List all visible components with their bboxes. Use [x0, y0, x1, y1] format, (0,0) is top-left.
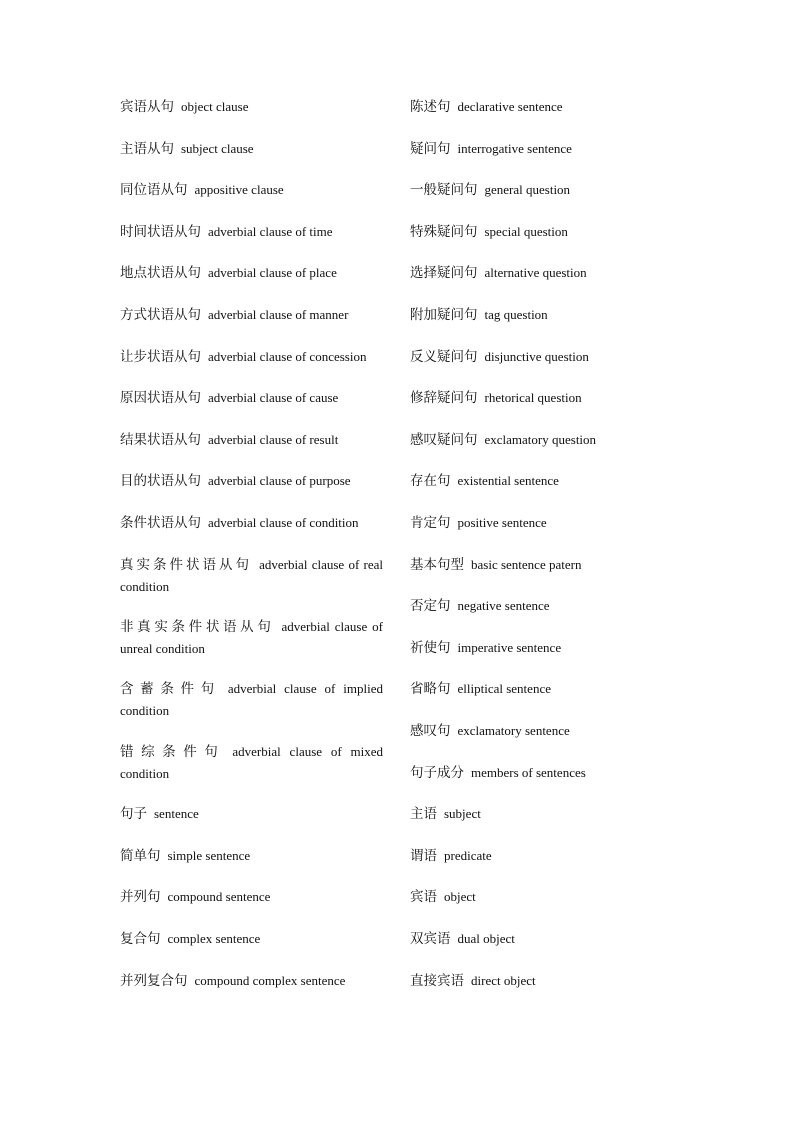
glossary-entry [410, 304, 660, 326]
term-english: elliptical sentence [457, 681, 551, 696]
glossary-entry [410, 221, 660, 243]
term-chinese: 感叹疑问句 [410, 432, 478, 448]
term-english: adverbial clause of manner [208, 307, 349, 322]
glossary-entry [120, 928, 383, 950]
glossary-entry [410, 678, 660, 700]
term-chinese: 句子 [120, 806, 147, 822]
term-english: appositive clause [194, 182, 284, 197]
glossary-entry [120, 616, 383, 660]
term-english: compound sentence [167, 889, 271, 904]
term-chinese: 感叹句 [410, 723, 451, 739]
term-chinese: 选择疑问句 [410, 265, 478, 281]
term-english: alternative question [484, 265, 587, 280]
term-chinese: 错综条件句 [120, 744, 226, 760]
term-chinese: 否定句 [410, 598, 451, 614]
term-english: adverbial clause of time [208, 224, 333, 239]
term-english: predicate [444, 848, 492, 863]
glossary-entry [120, 470, 383, 492]
term-english: exclamatory sentence [457, 723, 570, 738]
term-english: object [444, 889, 476, 904]
glossary-entry [120, 845, 383, 867]
term-chinese: 真实条件状语从句 [120, 557, 253, 573]
term-english: subject [444, 806, 481, 821]
term-chinese: 省略句 [410, 681, 451, 697]
term-english: rhetorical question [484, 390, 582, 405]
term-english: disjunctive question [484, 349, 589, 364]
term-english: exclamatory question [484, 432, 597, 447]
term-chinese: 疑问句 [410, 141, 451, 157]
term-chinese: 简单句 [120, 848, 161, 864]
glossary-entry [120, 803, 383, 825]
term-english: sentence [154, 806, 199, 821]
glossary-entry [410, 928, 660, 950]
term-chinese: 让步状语从句 [120, 349, 201, 365]
term-chinese: 存在句 [410, 473, 451, 489]
glossary-entry [120, 429, 383, 451]
glossary-entry [120, 387, 383, 409]
glossary-entry [120, 512, 383, 534]
glossary-entry [120, 554, 383, 598]
glossary-entry [410, 179, 660, 201]
term-english: dual object [457, 931, 515, 946]
term-chinese: 方式状语从句 [120, 307, 201, 323]
glossary-entry [120, 678, 383, 722]
term-chinese: 时间状语从句 [120, 224, 201, 240]
term-english: simple sentence [167, 848, 251, 863]
term-chinese: 主语 [410, 806, 437, 822]
glossary-entry [410, 803, 660, 825]
term-english: adverbial clause of concession [208, 349, 367, 364]
term-english: adverbial clause of place [208, 265, 337, 280]
term-english: members of sentences [471, 765, 586, 780]
term-english: declarative sentence [457, 99, 563, 114]
glossary-entry [410, 845, 660, 867]
term-chinese: 并列句 [120, 889, 161, 905]
term-chinese: 含蓄条件句 [120, 681, 221, 697]
term-english: adverbial clause of purpose [208, 473, 351, 488]
glossary-entry [410, 470, 660, 492]
glossary-entry [410, 429, 660, 451]
glossary-entry [410, 970, 660, 992]
term-english: adverbial clause of mixed condition [120, 744, 384, 781]
glossary-entry [410, 595, 660, 617]
glossary-entry [410, 96, 660, 118]
glossary-entry [120, 346, 383, 368]
glossary-entry [410, 637, 660, 659]
term-english: adverbial clause of condition [208, 515, 359, 530]
glossary-entry [410, 387, 660, 409]
term-chinese: 陈述句 [410, 99, 451, 115]
term-chinese: 目的状语从句 [120, 473, 201, 489]
term-english: direct object [471, 973, 536, 988]
glossary-entry [410, 262, 660, 284]
term-english: basic sentence patern [471, 557, 582, 572]
term-english: interrogative sentence [457, 141, 572, 156]
glossary-entry [410, 346, 660, 368]
term-english: adverbial clause of real condition [120, 557, 384, 594]
term-english: positive sentence [457, 515, 547, 530]
term-chinese: 宾语从句 [120, 99, 174, 115]
term-chinese: 同位语从句 [120, 182, 188, 198]
glossary-entry [120, 741, 383, 785]
glossary-entry [410, 886, 660, 908]
term-english: compound complex sentence [194, 973, 346, 988]
term-english: subject clause [181, 141, 254, 156]
glossary-entry [120, 262, 383, 284]
glossary-entry [410, 138, 660, 160]
term-chinese: 句子成分 [410, 765, 464, 781]
term-chinese: 特殊疑问句 [410, 224, 478, 240]
term-english: negative sentence [457, 598, 550, 613]
term-chinese: 原因状语从句 [120, 390, 201, 406]
term-english: general question [484, 182, 571, 197]
term-chinese: 附加疑问句 [410, 307, 478, 323]
term-chinese: 谓语 [410, 848, 437, 864]
glossary-entry [410, 554, 660, 576]
term-english: imperative sentence [457, 640, 562, 655]
term-chinese: 主语从句 [120, 141, 174, 157]
term-chinese: 条件状语从句 [120, 515, 201, 531]
term-chinese: 复合句 [120, 931, 161, 947]
glossary-entry [120, 138, 383, 160]
term-chinese: 结果状语从句 [120, 432, 201, 448]
term-chinese: 反义疑问句 [410, 349, 478, 365]
glossary-entry [120, 886, 383, 908]
glossary-entry [120, 221, 383, 243]
term-chinese: 非真实条件状语从句 [120, 619, 275, 635]
glossary-entry [410, 720, 660, 742]
term-english: object clause [181, 99, 249, 114]
term-english: adverbial clause of implied condition [120, 681, 384, 718]
term-english: special question [484, 224, 568, 239]
term-chinese: 宾语 [410, 889, 437, 905]
term-chinese: 直接宾语 [410, 973, 464, 989]
term-chinese: 一般疑问句 [410, 182, 478, 198]
glossary-entry [410, 512, 660, 534]
term-chinese: 祈使句 [410, 640, 451, 656]
term-chinese: 地点状语从句 [120, 265, 201, 281]
term-chinese: 基本句型 [410, 557, 464, 573]
term-chinese: 肯定句 [410, 515, 451, 531]
glossary-entry [120, 970, 383, 992]
term-english: existential sentence [457, 473, 559, 488]
glossary-entry [120, 179, 383, 201]
term-english: adverbial clause of cause [208, 390, 339, 405]
term-chinese: 并列复合句 [120, 973, 188, 989]
term-chinese: 修辞疑问句 [410, 390, 478, 406]
term-english: adverbial clause of result [208, 432, 339, 447]
glossary-entry [120, 96, 383, 118]
glossary-entry [120, 304, 383, 326]
glossary-entry [410, 762, 660, 784]
term-english: tag question [484, 307, 548, 322]
term-chinese: 双宾语 [410, 931, 451, 947]
term-english: adverbial clause of unreal condition [120, 619, 383, 656]
term-english: complex sentence [167, 931, 261, 946]
